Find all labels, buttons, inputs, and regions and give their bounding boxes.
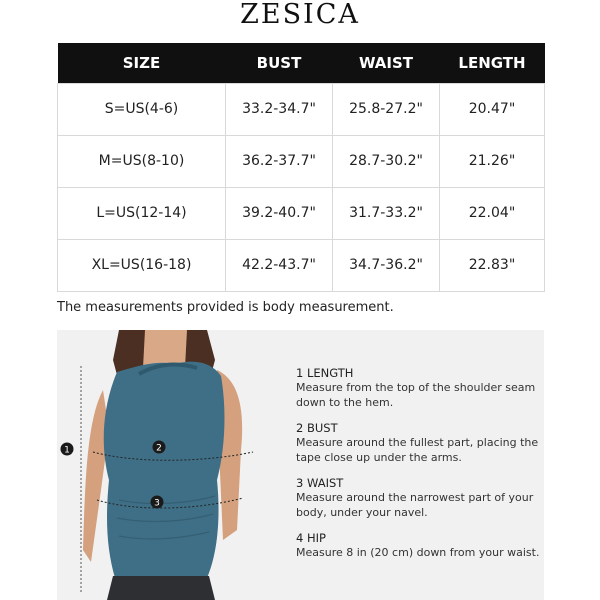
cell-length: 21.26" — [440, 135, 545, 187]
header-length: LENGTH — [440, 43, 545, 83]
cell-waist: 34.7-36.2" — [333, 239, 440, 291]
model-figure — [57, 330, 287, 600]
measurement-instructions — [296, 366, 556, 572]
cell-size: S=US(4-6) — [58, 83, 226, 135]
instruction-bust — [296, 421, 556, 465]
instruction-title: 3 WAIST — [296, 476, 344, 490]
instruction-text: Measure around the narrowest part of your body, under your navel. — [296, 491, 534, 519]
brand-logo: ZESICA — [240, 0, 360, 30]
model-jeans — [107, 576, 215, 600]
cell-size: XL=US(16-18) — [58, 239, 226, 291]
cell-bust: 36.2-37.7" — [226, 135, 333, 187]
table-row — [58, 135, 545, 187]
table-row — [58, 83, 545, 135]
header-waist: WAIST — [333, 43, 440, 83]
instruction-hip — [296, 531, 556, 561]
measurement-note: The measurements provided is body measurement. — [57, 300, 394, 315]
instruction-text: Measure around the fullest part, placing the tape close up under the arms. — [296, 436, 539, 464]
table-row — [58, 239, 545, 291]
cell-size: L=US(12-14) — [58, 187, 226, 239]
marker-3-label: 3 — [154, 498, 160, 509]
instruction-text: Measure 8 in (20 cm) down from your waist. — [296, 546, 540, 559]
cell-size: M=US(8-10) — [58, 135, 226, 187]
cell-bust: 39.2-40.7" — [226, 187, 333, 239]
model-arm-left — [83, 390, 109, 562]
model-tank-top — [104, 362, 225, 578]
instruction-title: 1 LENGTH — [296, 366, 354, 380]
table-header-row — [58, 43, 545, 83]
cell-length: 20.47" — [440, 83, 545, 135]
cell-waist: 28.7-30.2" — [333, 135, 440, 187]
instruction-waist — [296, 476, 556, 520]
marker-2-label: 2 — [156, 443, 162, 454]
instruction-length — [296, 366, 556, 410]
cell-bust: 33.2-34.7" — [226, 83, 333, 135]
instruction-title: 2 BUST — [296, 421, 338, 435]
cell-length: 22.83" — [440, 239, 545, 291]
cell-length: 22.04" — [440, 187, 545, 239]
instruction-title: 4 HIP — [296, 531, 326, 545]
cell-waist: 31.7-33.2" — [333, 187, 440, 239]
header-size: SIZE — [58, 43, 226, 83]
instruction-text: Measure from the top of the shoulder seam down to the hem. — [296, 381, 536, 409]
size-chart-table — [57, 43, 545, 292]
header-bust: BUST — [226, 43, 333, 83]
table-row — [58, 187, 545, 239]
marker-1-label: 1 — [64, 445, 70, 456]
cell-bust: 42.2-43.7" — [226, 239, 333, 291]
cell-waist: 25.8-27.2" — [333, 83, 440, 135]
